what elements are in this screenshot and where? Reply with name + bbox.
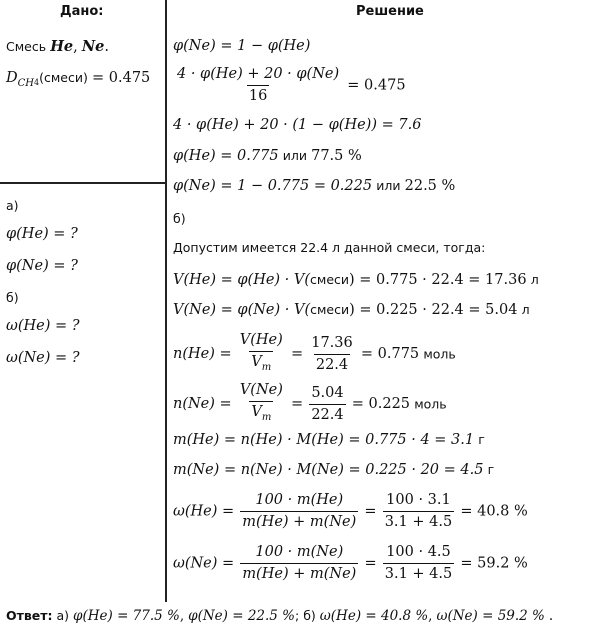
eq-volume-ne: V(Ne) = φ(Ne) · V(смеси) = 0.225 · 22.4 = 5.04 л	[173, 302, 530, 318]
eq-mass-he: m(He) = n(He) · M(He) = 0.775 · 4 = 3.1 г	[173, 432, 485, 448]
eq-phi-ne-relation: φ(Ne) = 1 − φ(He)	[173, 38, 311, 54]
given-part-b: б)	[6, 290, 19, 305]
answer-label: Ответ:	[6, 608, 53, 623]
eq-moles-he: n(He) = $\frac{V(He)}{V_m}$ = $\frac{17.36}{22.4}$ = 0.775 моль	[173, 332, 456, 376]
given-phi-he: φ(He) = ?	[6, 226, 78, 242]
given-divider	[0, 182, 166, 184]
given-part-a: а)	[6, 198, 19, 213]
eq-omega-he: ω(He) = $\frac{100 \cdot m(He)}{m(He) + m(Ne)}$ = $\frac{100 \cdot 3.1}{3.1 + 4.5}$ = 40.8 %	[173, 492, 528, 530]
solution-part-b: б)	[173, 211, 186, 226]
assumption-text: Допустим имеется 22.4 л данной смеси, тогда:	[173, 240, 486, 255]
eq-substitution: 4 · φ(He) + 20 · (1 − φ(He)) = 7.6	[173, 117, 422, 133]
given-density: $D_{CH4}(смеси) = 0.475$	[6, 70, 151, 89]
answer-line: Ответ: а) φ(He) = 77.5 %, φ(Ne) = 22.5 %; б) ω(He) = 40.8 %, ω(Ne) = 59.2 % .	[6, 608, 554, 624]
given-omega-ne: ω(Ne) = ?	[6, 350, 80, 366]
given-phi-ne: φ(Ne) = ?	[6, 258, 78, 274]
eq-molar-mass: $\frac{4 \cdot \varphi(He) + 20 \cdot \varphi(Ne)}{16}$ = 0.475	[177, 66, 406, 104]
eq-omega-ne: ω(Ne) = $\frac{100 \cdot m(Ne)}{m(He) + m(Ne)}$ = $\frac{100 \cdot 4.5}{3.1 + 4.5}$ = 59.2 %	[173, 544, 528, 582]
eq-phi-ne-result: φ(Ne) = 1 − 0.775 = 0.225 или 22.5 %	[173, 178, 456, 194]
given-omega-he: ω(He) = ?	[6, 318, 80, 334]
eq-phi-he-result: φ(He) = 0.775 или 77.5 %	[173, 148, 362, 164]
eq-volume-he: V(He) = φ(He) · V(смеси) = 0.775 · 22.4 = 17.36 л	[173, 272, 539, 288]
eq-mass-ne: m(Ne) = n(Ne) · M(Ne) = 0.225 · 20 = 4.5 г	[173, 462, 495, 478]
given-mixture: Смесь He, Ne.	[6, 38, 110, 55]
given-title: Дано:	[60, 4, 104, 19]
eq-moles-ne: n(Ne) = $\frac{V(Ne)}{V_m}$ = $\frac{5.04}{22.4}$ = 0.225 моль	[173, 382, 447, 426]
column-divider	[165, 0, 167, 602]
solution-title: Решение	[356, 4, 424, 19]
